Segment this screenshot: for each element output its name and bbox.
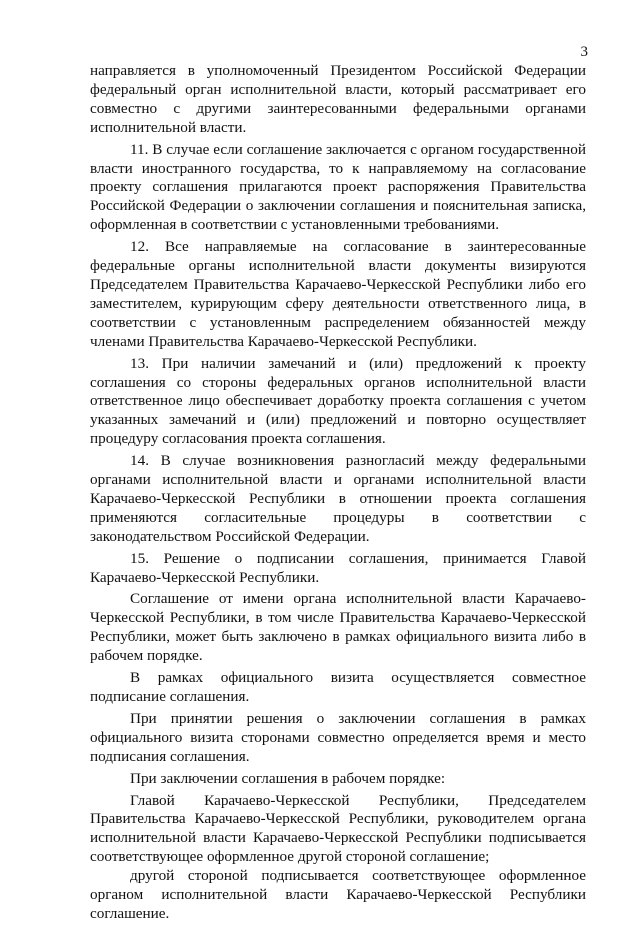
paragraph-item-15: 15. Решение о подписании соглашения, принимается Главой Карачаево-Черкесской Республики. <box>90 549 586 586</box>
document-body <box>90 62 586 927</box>
paragraph-item-11: 11. В случае если соглашение заключается с органом государственной власти иностранного государства, то к направляемому на согласование проекту соглашения прилагаются проект распоряжения Правительства Российской Федерации о заключении соглашения и пояснительная записка, оформленная в соответствии с установленными требованиями. <box>90 140 586 234</box>
paragraph-working-order: При заключении соглашения в рабочем порядке: <box>130 769 446 787</box>
paragraph-visit-decision: При принятии решения о заключении соглашения в рамках официального визита сторонами совместно определяется время и место подписания соглашения. <box>90 709 586 765</box>
paragraph-item-13: 13. При наличии замечаний и (или) предложений к проекту соглашения со стороны федеральных органов исполнительной власти ответственное лицо обеспечивает доработку проекта соглашения с учетом указанных замечаний и (или) предложений и повторно осуществляет процедуру согласования проекта соглашения. <box>90 354 586 448</box>
paragraph-continuation: направляется в уполномоченный Президентом Российской Федерации федеральный орган исполнительной власти, который рассматривает его совместно с другими заинтересованными федеральными органами исполнительной власти. <box>90 62 586 136</box>
paragraph-item-14: 14. В случае возникновения разногласий между федеральными органами исполнительной власти и органами исполнительной власти Карачаево-Черкесской Республики в отношении проекта соглашения применяются согласительные процедуры в соответствии с законодательством Российской Федерации. <box>90 452 586 545</box>
paragraph-signing-head: Главой Карачаево-Черкесской Республики, Председателем Правительства Карачаево-Черкесской Республики, руководителем органа исполнительной власти Карачаево-Черкесской Республики подписывается соответствующее оформленное другой стороной соглашение; <box>90 791 586 866</box>
paragraph-agreement-conclusion: Соглашение от имени органа исполнительной власти Карачаево-Черкесской Республики, в том числе Правительства Карачаево-Черкесской Республики, может быть заключено в рамках официального визита либо в рабочем порядке. <box>90 590 586 665</box>
paragraph-official-visit: В рамках официального визита осуществляется совместное подписание соглашения. <box>90 669 586 705</box>
page-number: 3 <box>580 44 588 60</box>
paragraph-item-12: 12. Все направляемые на согласование в заинтересованные федеральные органы исполнительной власти документы визируются Председателем Правительства Карачаево-Черкесской Республики либо его заместителем, курирующим сферу деятельности ответственного лица, в соответствии с установленным распределением обязанностей между членами Правительства Карачаево-Черкесской Республики. <box>90 238 586 350</box>
paragraph-signing-other-party: другой стороной подписывается соответствующее оформленное органом исполнительной власти Карачаево-Черкесской Республики соглашение. <box>90 867 586 922</box>
